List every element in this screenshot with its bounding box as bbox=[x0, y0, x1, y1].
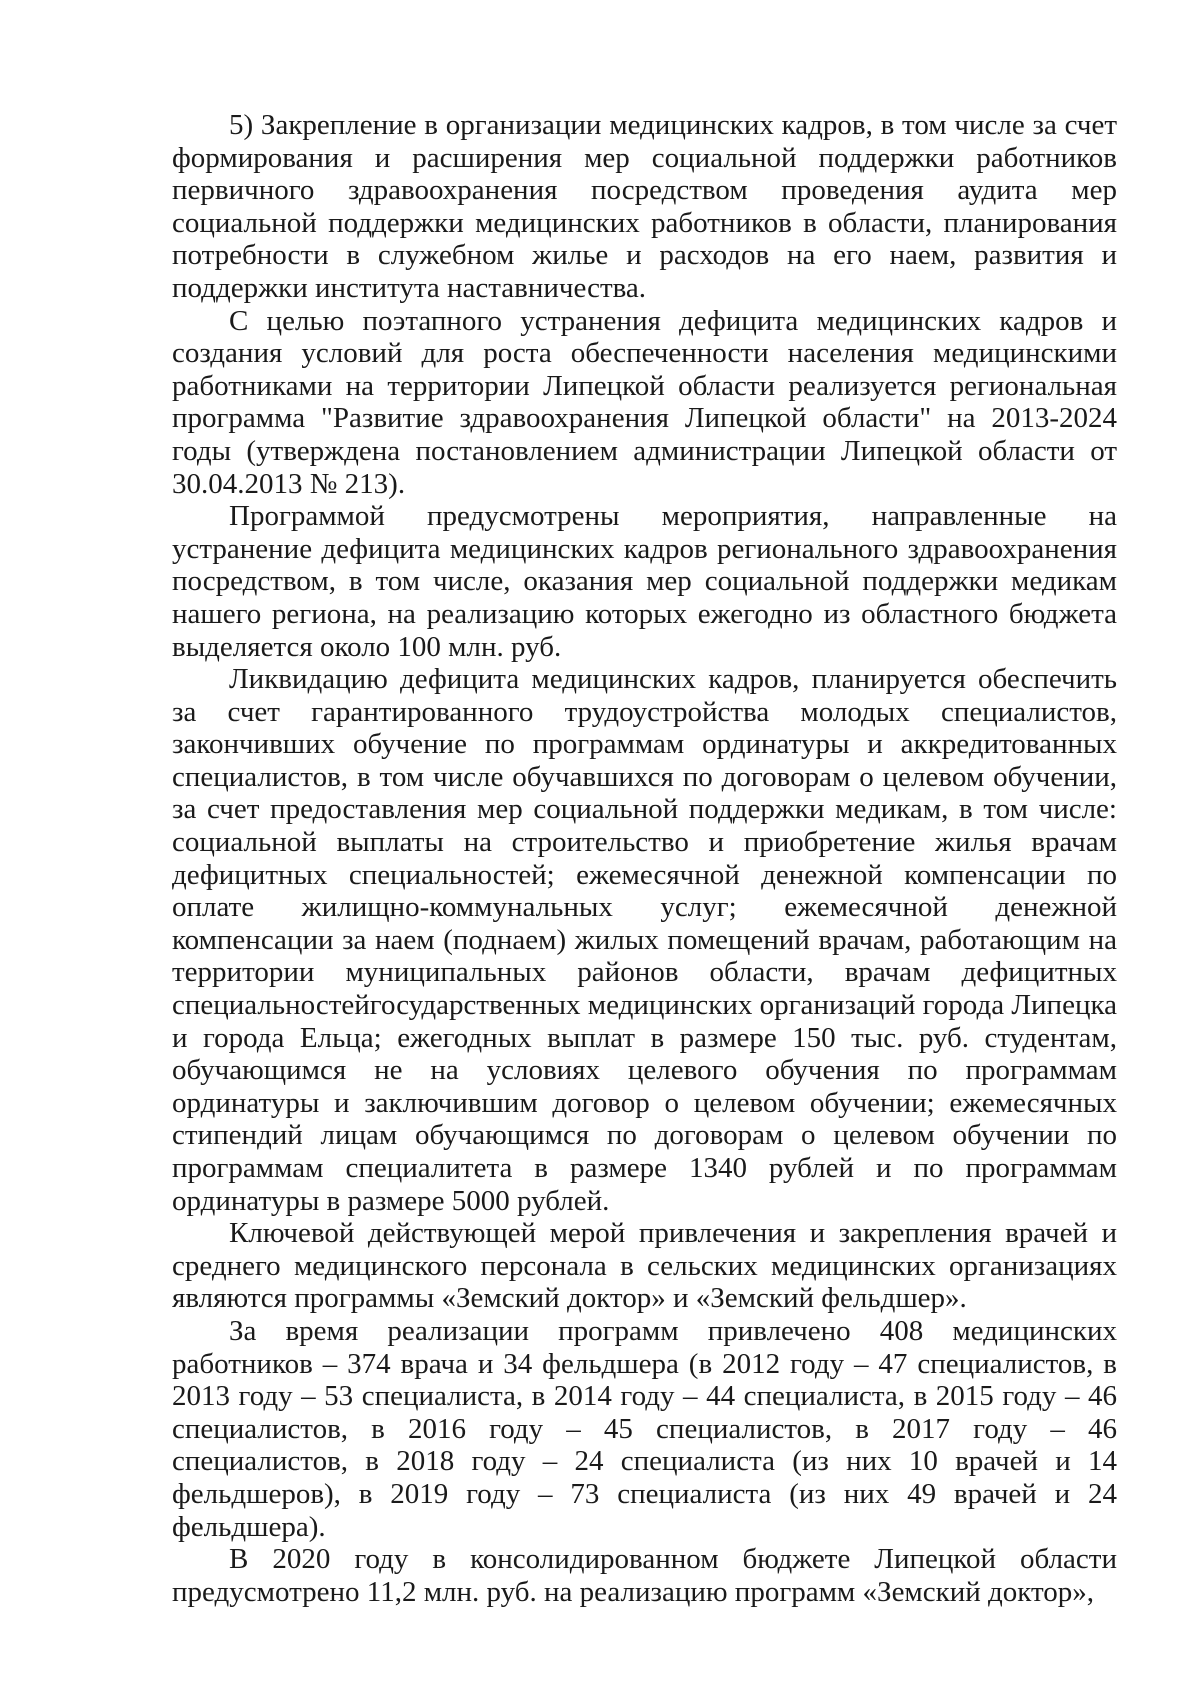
paragraph-regional-program: С целью поэтапного устранения дефицита медицинских кадров и создания условий для роста обеспеченности населения медицинскими работниками на территории Липецкой области реализуется региональная программа "Развитие здравоохранения Липецкой области" на 2013-2024 годы (утверждена постановлением администрации Липецкой области от 30.04.2013 № 213). bbox=[172, 304, 1117, 500]
paragraph-budget-2020: В 2020 году в консолидированном бюджете Липецкой области предусмотрено 11,2 млн. руб. на реализацию программ «Земский доктор», bbox=[172, 1543, 1117, 1608]
paragraph-program-results: За время реализации программ привлечено 408 медицинских работников – 374 врача и 34 фельдшера (в 2012 году – 47 специалистов, в 2013 году – 53 специалиста, в 2014 году – 44 специалиста, в 2015 году – 46 специалистов, в 2016 году – 45 специалистов, в 2017 году – 46 специалистов, в 2018 году – 24 специалиста (из них 10 врачей и 14 фельдшеров), в 2019 году – 73 специалиста (из них 49 врачей и 24 фельдшера). bbox=[172, 1314, 1117, 1543]
paragraph-deficit-elimination: Ликвидацию дефицита медицинских кадров, планируется обеспечить за счет гарантированного трудоустройства молодых специалистов, закончивших обучение по программам ординатуры и аккредитованных специалистов, в том числе обучавшихся по договорам о целевом обучении, за счет предоставления мер социальной поддержки медикам, в том числе: социальной выплаты на строительство и приобретение жилья врачам дефицитных специальностей; ежемесячной денежной компенсации по оплате жилищно-коммунальных услуг; ежемесячной денежной компенсации за наем (поднаем) жилых помещений врачам, работающим на территории муниципальных районов области, врачам дефицитных специальностейгосударственных медицинских организаций города Липецка и города Ельца; ежегодных выплат в размере 150 тыс. руб. студентам, обучающимся не на условиях целевого обучения по программам ординатуры и заключившим договор о целевом обучении; ежемесячных стипендий лицам обучающимся по договорам о целевом обучении по программам специалитета в размере 1340 рублей и по программам ординатуры в размере 5000 рублей. bbox=[172, 663, 1117, 1217]
paragraph-staff-retention: 5) Закрепление в организации медицинских кадров, в том числе за счет формирования и расширения мер социальной поддержки работников первичного здравоохранения посредством проведения аудита мер социальной поддержки медицинских работников в области, планирования потребности в служебном жилье и расходов на его наем, развития и поддержки института наставничества. bbox=[172, 109, 1117, 304]
paragraph-zemsky-programs: Ключевой действующей мерой привлечения и закрепления врачей и среднего медицинского персонала в сельских медицинских организациях являются программы «Земский доктор» и «Земский фельдшер». bbox=[172, 1217, 1117, 1315]
paragraph-program-measures: Программой предусмотрены мероприятия, направленные на устранение дефицита медицинских кадров регионального здравоохранения посредством, в том числе, оказания мер социальной поддержки медикам нашего региона, на реализацию которых ежегодно из областного бюджета выделяется около 100 млн. руб. bbox=[172, 500, 1117, 663]
document-body bbox=[172, 109, 1117, 1608]
